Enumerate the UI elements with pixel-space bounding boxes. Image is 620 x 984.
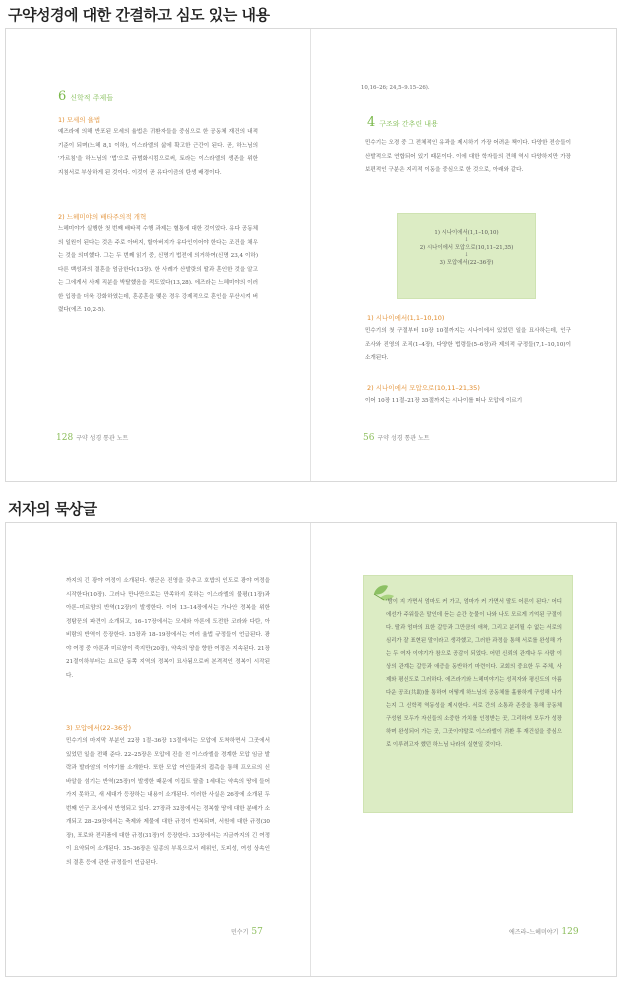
page-footer [56, 433, 128, 443]
page-number: 56 [363, 433, 375, 443]
chapter-title: 신학적 주제들 [70, 94, 114, 102]
paragraph: 이어 10장 11절–21장 35절까지는 시나이를 떠나 모압에 이르기 [365, 398, 523, 404]
book-page-right [311, 523, 615, 976]
chapter-number: 4 [367, 115, 376, 130]
chapter-title: 구조와 간추린 내용 [379, 120, 438, 128]
page-footer [231, 927, 263, 937]
section-heading: 구약성경에 대한 간결하고 심도 있는 내용 [8, 6, 270, 24]
running-title: 구약 성경 통관 노트 [377, 435, 430, 442]
meditation-text: '밤이 지 가면서 엄마도 커 가고, 엄마가 커 가면서 딸도 어른이 된다.' 어디에선가 주워들은 말인데 듣는 순간 눈물이 나와 나도 모르게 기억된 구절이다. 딸과 엄마의 묘한 갈등과 그만큼의 애착, 그리고 분리될 수 없는 서로의 심리가 잘 표현된 말이라고 생각했고, 그러한 과정을 통해 서로를 완성해 가는 두 여자 이야기가 참으로 공감이 되었다. 어떤 신뢰의 관계나 두 사람 이상의 관계는 갈등과 애증을 동반하기 마련이다. 교회의 중요한 두 주체, 사제와 평신도로 그러하다. 에즈라기와 느헤미야기는 성직자와 평신도의 아름다운 공조(共助)를 통하여 어떻게 하느님의 공동체를 훌륭하게 구성해 나가는지 그 신학적 역동성을 제시한다. 서로 간의 소통과 존중을 통해 공동체 구성원 모두가 자신들의 소중한 가치를 인정받는 곳, 그리하여 모두가 성장하며 완성되어 가는 곳, 그곳이야말로 이스라엘이 귀환 후 재건설을 중심으로 이루려고자 했던 하느님 나라의 실현일 것이다. [386, 599, 562, 748]
subheading: 1) 모세의 율법 [58, 116, 101, 124]
book-page-left [6, 523, 311, 976]
subheading: 1) 시나이에서(1,1–10,10) [367, 314, 445, 322]
chapter-heading [58, 89, 113, 104]
running-title: 민수기 [231, 929, 249, 936]
meditation-box [363, 575, 573, 813]
page-number: 129 [561, 927, 579, 937]
page-footer [509, 927, 579, 937]
flow-box [397, 213, 536, 299]
paragraph: 느헤미야가 실행한 첫 번째 배타적 수행 과제는 혈통에 대한 것이었다. 유다 공동체의 일원이 된다는 것은 주로 아버지, 할아버지가 유다인이어야 한다는 조건을 채우는 것을 의미했다. 그는 두 번째 읽기 중, 신명기 법전에 의거하여(신명 23,4 이하) 다른 백성과의 결혼을 엄금한다(13장). 한 사례가 산발랏의 딸과 혼인한 것을 알고는 그에게서 사제 직분을 박탈했음을 적도었다(13,28). 에즈라는 느헤미야의 이러한 입장을 더욱 강화하였는데, 혼종혼을 맺은 경우 강제적으로 혼인을 무산시켜 버렸다(에즈 10,2-5). [58, 226, 258, 313]
paragraph: 예즈라에 의해 반포된 모세의 율법은 귀환자들을 중심으로 한 공동체 재건의 내적 기준이 되며(느헤 8,1 이하), 이스라엘의 삶에 확고한 근간이 된다. 곧, 하느님의 '가르침'을 하느님의 '법'으로 규범화시킴으로써, 토라는 이스라엘의 생존을 위한 지침서로 부상하게 된 것이다. 이것이 곧 유다이즘의 탄생 배경이다. [58, 129, 258, 176]
page-number: 57 [251, 927, 263, 937]
subheading: 3) 모압에서(22–36장) [66, 724, 131, 732]
paragraph: 민수기는 오경 중 그 전체적인 유곽을 제시하기 가장 어려운 책이다. 다양한 전승들이 산발적으로 연합되어 있기 때문이다. 이에 대한 학자들의 견해 역시 다양하지만 가장 보편적인 구분은 지리적 이동을 중심으로 한 것으로, 아래와 같다. [365, 140, 571, 173]
chapter-number: 6 [58, 89, 67, 104]
running-title: 에즈라–느헤미야기 [509, 929, 559, 936]
flow-item: 3) 모압에서(22–36장) [439, 260, 494, 266]
down-arrow-icon: ↓ [464, 237, 469, 243]
paragraph: 민수기의 마지막 부분인 22장 1절–36장 13절에서는 모압에 도착하면서 그곳에서 있었던 일을 전해 준다. 22–25장은 모압에 진을 친 이스라엘을 경계한 모압 임금 발락과 발라암의 이야기를 소개한다. 또한 모압 여인들과의 접촉을 통해 프오르의 신 바알을 섬기는 반역(25장)이 발생한 때문에 이집트 탈출 1세대는 약속의 땅에 들어가지 못하고, 새 세대가 등장하는 내용이 소개된다. 이러한 사실은 26장에 소개된 두 번째 인구 조사에서 반영되고 있다. 27장과 32장에서는 정복할 땅에 대한 분배가 소개되고 28–29장에서는 축제와 제물에 대한 규정이 반복되며, 서원에 대한 규정(30장), 포로와 전리품에 대한 규정(31장)이 등장한다. 33장에서는 지금까지의 긴 여정이 요약되어 소개된다. 35–36장은 일종의 부록으로서 레위인, 도피성, 여성 상속인의 결혼 등에 관한 규정들이 언급된다. [66, 738, 270, 866]
book-spread [5, 522, 617, 977]
reference-line: 10,16–26; 24,5–9.15–26). [361, 85, 430, 91]
subheading: 2) 느헤미야의 배타주의적 개혁 [58, 213, 147, 221]
book-page-right [311, 29, 615, 481]
book-spread [5, 28, 617, 482]
section-heading: 저자의 묵상글 [8, 500, 97, 518]
flow-item: 1) 시나이에서(1,1–10,10) [434, 230, 499, 236]
chapter-heading [367, 115, 438, 130]
page-number: 128 [56, 433, 74, 443]
running-title: 구약 성경 통관 노트 [76, 435, 129, 442]
page-footer [363, 433, 430, 443]
down-arrow-icon: ↓ [464, 252, 469, 258]
subheading: 2) 시나이에서 모압으로(10,11–21,35) [367, 384, 480, 392]
paragraph: 민수기의 첫 구절부터 10장 10절까지는 시나이에서 있었던 일을 묘사하는데, 인구 조사와 진영의 조직(1–4장), 다양한 법령들(5–6장)과 제의적 규정들(7,1–10,10)이 소개된다. [365, 328, 571, 361]
flow-item: 2) 시나이에서 모압으로(10,11–21,35) [419, 245, 514, 251]
paragraph: 까지의 긴 광야 여정이 소개된다. 행군은 진영을 갖추고 호밥의 인도로 광야 여정을 시작한다(10장). 그러나 만나만으로는 만족하지 못하는 이스라엘의 불평(11장)과 아론–미르얌의 반역(12장)이 발생한다. 이어 13–14장에서는 가나안 정복을 위한 정탐꾼의 파견이 소개되고, 16–17장에서는 모세와 아론에 도전한 코라와 다탄, 아비람의 반역이 등장한다. 15장과 18–19장에서는 여러 율법 규정들이 언급된다. 광야 여정 중 아론과 미르얌이 죽지만(20장), 약속의 땅을 향한 여정은 지속된다. 21장 21절이하부터는 요르단 동쪽 지역의 정복이 묘사됨으로써 본격적인 정복이 시작된다. [66, 578, 270, 679]
book-page-left [6, 29, 311, 481]
